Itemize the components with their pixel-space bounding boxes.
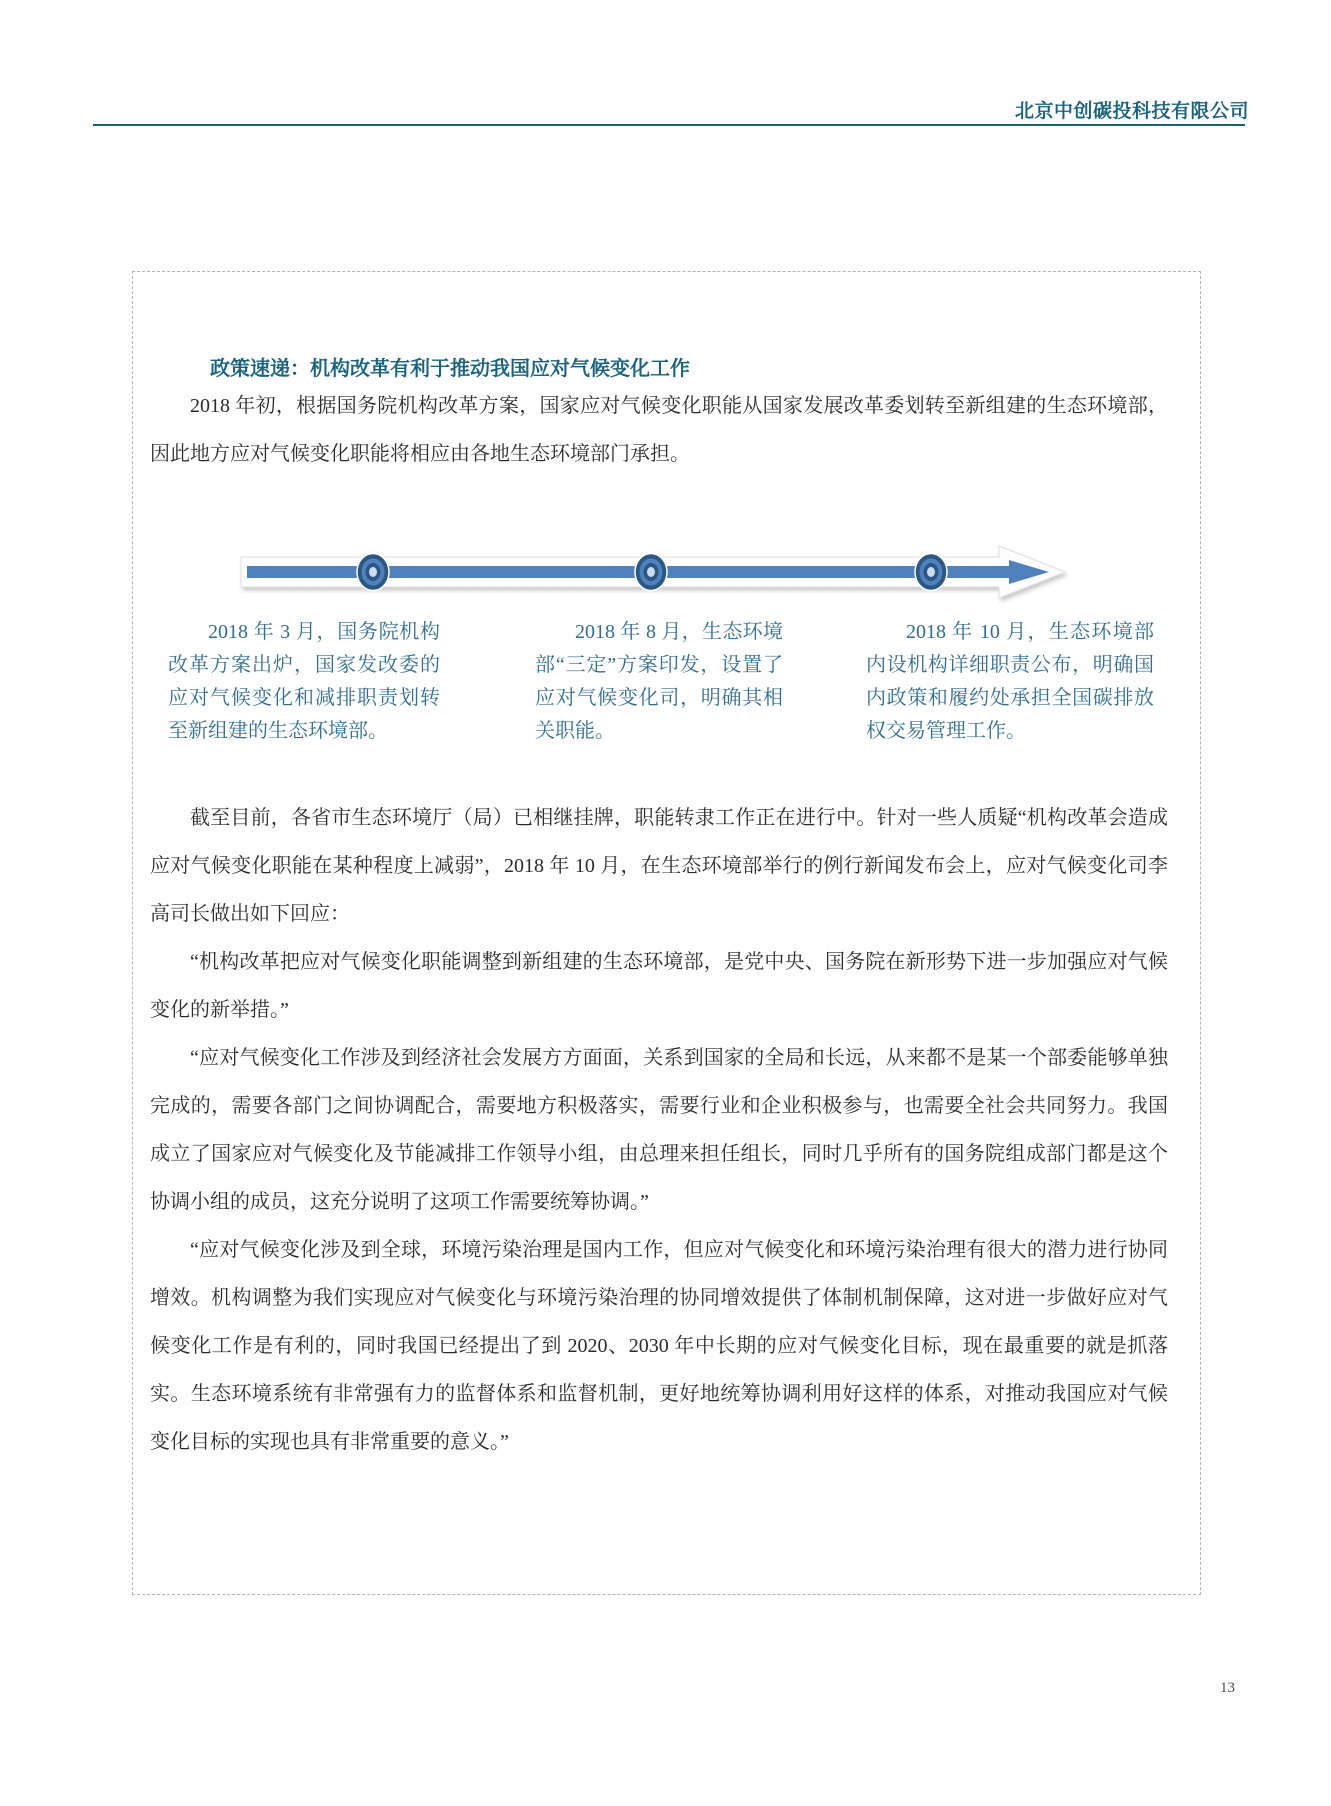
intro-paragraph: 2018 年初，根据国务院机构改革方案，国家应对气候变化职能从国家发展改革委划转至新组建的生态环境部，因此地方应对气候变化职能将相应由各地生态环境部门承担。 bbox=[150, 395, 1168, 465]
page-number: 13 bbox=[1220, 1680, 1235, 1696]
body-paragraph: “机构改革把应对气候变化职能调整到新组建的生态环境部，是党中央、国务院在新形势下进一步加强应对气候变化的新举措。” bbox=[150, 951, 1168, 1021]
body-text-block bbox=[150, 794, 1168, 1466]
body-paragraph: “应对气候变化涉及到全球，环境污染治理是国内工作，但应对气候变化和环境污染治理有很大的潜力进行协同增效。机构调整为我们实现应对气候变化与环境污染治理的协同增效提供了体制机制保障，这对进一步做好应对气候变化工作是有利的，同时我国已经提出了到 2020、2030 年中长期的应对气候变化目标，现在最重要的就是抓落实。生态环境系统有非常强有力的监督体系和监督机制，更好地统筹协调利用好这样的体系，对推动我国应对气候变化目标的实现也具有非常重要的意义。” bbox=[150, 1239, 1168, 1453]
header-rule bbox=[93, 124, 1245, 126]
body-paragraph: 截至目前，各省市生态环境厅（局）已相继挂牌，职能转隶工作正在进行中。针对一些人质疑“机构改革会造成应对气候变化职能在某种程度上减弱”，2018 年 10 月，在生态环境部举行的例行新闻发布会上，应对气候变化司李高司长做出如下回应： bbox=[150, 807, 1168, 925]
milestone-caption: 2018 年 8 月，生态环境部“三定”方案印发，设置了应对气候变化司，明确其相关职能。 bbox=[535, 621, 783, 742]
policy-box-title: 政策速递：机构改革有利于推动我国应对气候变化工作 bbox=[210, 358, 690, 380]
body-paragraph: “应对气候变化工作涉及到经济社会发展方方面面，关系到国家的全局和长远，从来都不是某一个部委能够单独完成的，需要各部门之间协调配合，需要地方积极落实，需要行业和企业积极参与，也需要全社会共同努力。我国成立了国家应对气候变化及节能减排工作领导小组，由总理来担任组长，同时几乎所有的国务院组成部门都是这个协调小组的成员，这充分说明了这项工作需要统筹协调。” bbox=[150, 1047, 1168, 1213]
timeline-node bbox=[635, 554, 667, 591]
timeline-node bbox=[915, 554, 947, 591]
milestone-caption: 2018 年 10 月，生态环境部内设机构详细职责公布，明确国内政策和履约处承担全国碳排放权交易管理工作。 bbox=[866, 621, 1154, 742]
timeline-node bbox=[357, 554, 389, 591]
timeline-graphic bbox=[233, 540, 1073, 604]
company-name: 北京中创碳投科技有限公司 bbox=[1014, 101, 1249, 122]
milestone-caption: 2018 年 3 月，国务院机构改革方案出炉，国家发改委的应对气候变化和减排职责划转至新组建的生态环境部。 bbox=[168, 621, 440, 742]
